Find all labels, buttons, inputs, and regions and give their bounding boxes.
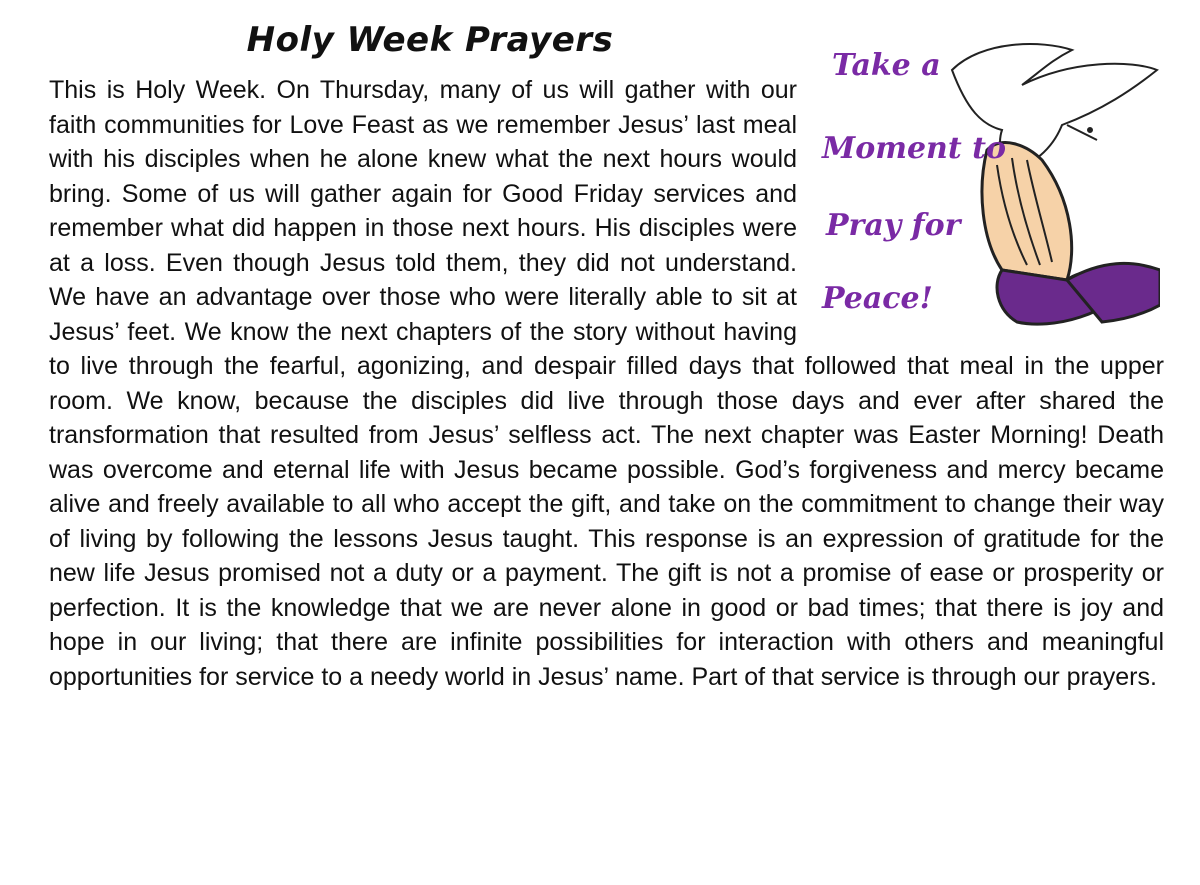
caption-line-4: Peace! xyxy=(822,281,933,316)
article-body-text: This is Holy Week. On Thursday, many of us will gather with our faith communities for Love Feast as we remember Jesus’ last meal with his disciples when he alone knew what the next hours would bring. Some of us will gather again for Good Friday services and remember what did happen in those next hours. His disciples were at a loss. Even though Jesus told them, they did not understand. We have an advantage over those who were literally able to sit at Jesus’ feet. We know the next chapters of the story without having to live through the fearful, agonizing, and despair filled days that followed that meal in the upper room. We know, because the disciples did live through those days and ever after shared the transformation that resulted from Jesus’ selfless act. The next chapter was Easter Morning! Death was overcome and eternal life with Jesus became possible. God’s forgiveness and mercy became alive and freely available to all who accept the gift, and take on the commitment to change their way of living by following the lessons Jesus taught. This response is an expression of gratitude for the new life Jesus promised not a duty or a payment. The gift is not a promise of ease or prosperity or perfection. It is the knowledge that we are never alone in good or bad times; that there is joy and hope in our living; that there are infinite possibilities for interaction with others and meaningful opportunities for service to a needy world in Jesus’ name. Part of that service is through our prayers. xyxy=(49,76,1164,691)
prayer-artwork xyxy=(812,30,1160,330)
caption-line-1: Take a xyxy=(832,48,941,83)
caption-line-3: Pray for xyxy=(826,208,961,243)
article-title: Holy Week Prayers xyxy=(246,20,614,60)
praying-hands-icon xyxy=(982,143,1160,325)
caption-line-2: Moment to xyxy=(822,131,1007,166)
